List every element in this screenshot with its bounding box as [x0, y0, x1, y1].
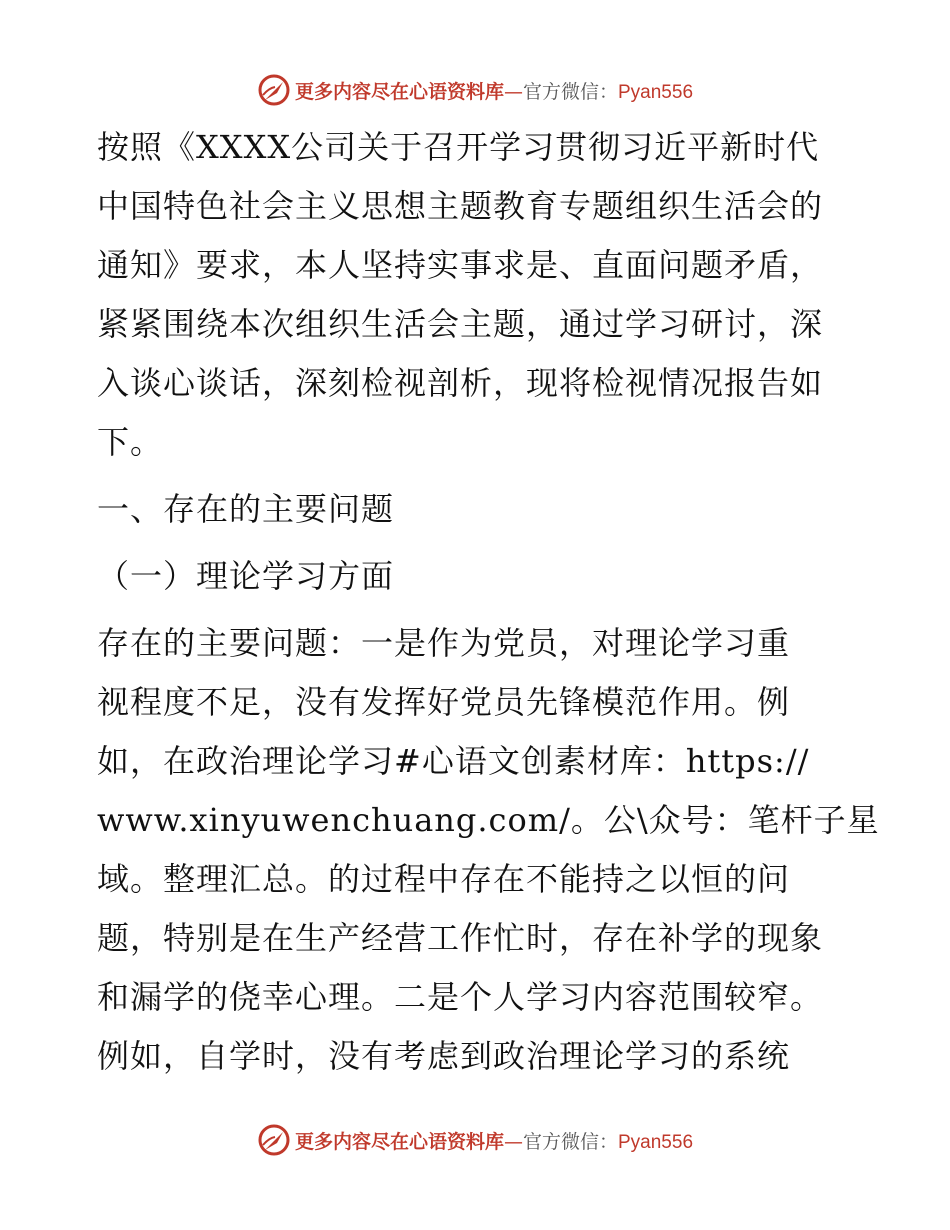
watermark-red: 更多内容尽在心语资料库	[294, 1130, 504, 1153]
watermark-gray: 官方微信：	[522, 80, 618, 103]
watermark-gray: 官方微信：	[522, 1130, 618, 1153]
text-line: 按照《XXXX公司关于召开学习贯彻习近平新时代	[97, 128, 820, 166]
text-line: 中国特色社会主义思想主题教育专题组织生活会的	[97, 187, 824, 225]
watermark-dash: —	[503, 1130, 523, 1153]
watermark-id: Pyan556	[618, 1131, 694, 1153]
intro-paragraph	[97, 118, 857, 472]
watermark-dash: —	[503, 80, 523, 103]
text-line: 如，在政治理论学习#心语文创素材库：https://	[97, 742, 810, 780]
watermark-id: Pyan556	[618, 81, 694, 103]
feather-logo-icon	[257, 1123, 291, 1157]
watermark-red: 更多内容尽在心语资料库	[294, 80, 504, 103]
footer-watermark	[0, 1120, 950, 1160]
text-line: 视程度不足，没有发挥好党员先锋模范作用。例	[97, 683, 791, 721]
document-body	[97, 118, 880, 1086]
text-line: 例如，自学时，没有考虑到政治理论学习的系统	[97, 1037, 791, 1075]
text-line: 题，特别是在生产经营工作忙时，存在补学的现象	[97, 919, 824, 957]
feather-logo-icon	[257, 73, 291, 107]
text-line: 通知》要求，本人坚持实事求是、直面问题矛盾，	[97, 246, 824, 284]
problems-paragraph	[97, 614, 880, 1086]
text-line: 紧紧围绕本次组织生活会主题，通过学习研讨，深	[97, 305, 824, 343]
header-watermark	[0, 70, 950, 110]
watermark-text	[295, 1127, 693, 1154]
subsection-heading: （一）理论学习方面	[97, 557, 395, 595]
text-line: www.xinyuwenchuang.com/。公\众号：笔杆子星	[97, 801, 880, 839]
watermark-text	[295, 77, 693, 104]
text-line: 和漏学的侥幸心理。二是个人学习内容范围较窄。	[97, 978, 824, 1016]
text-line: 入谈心谈话，深刻检视剖析，现将检视情况报告如	[97, 364, 824, 402]
text-line: 下。	[97, 423, 164, 461]
text-line: 域。整理汇总。的过程中存在不能持之以恒的问	[97, 860, 791, 898]
section-heading: 一、存在的主要问题	[97, 490, 395, 528]
text-line: 存在的主要问题：一是作为党员，对理论学习重	[97, 624, 791, 662]
